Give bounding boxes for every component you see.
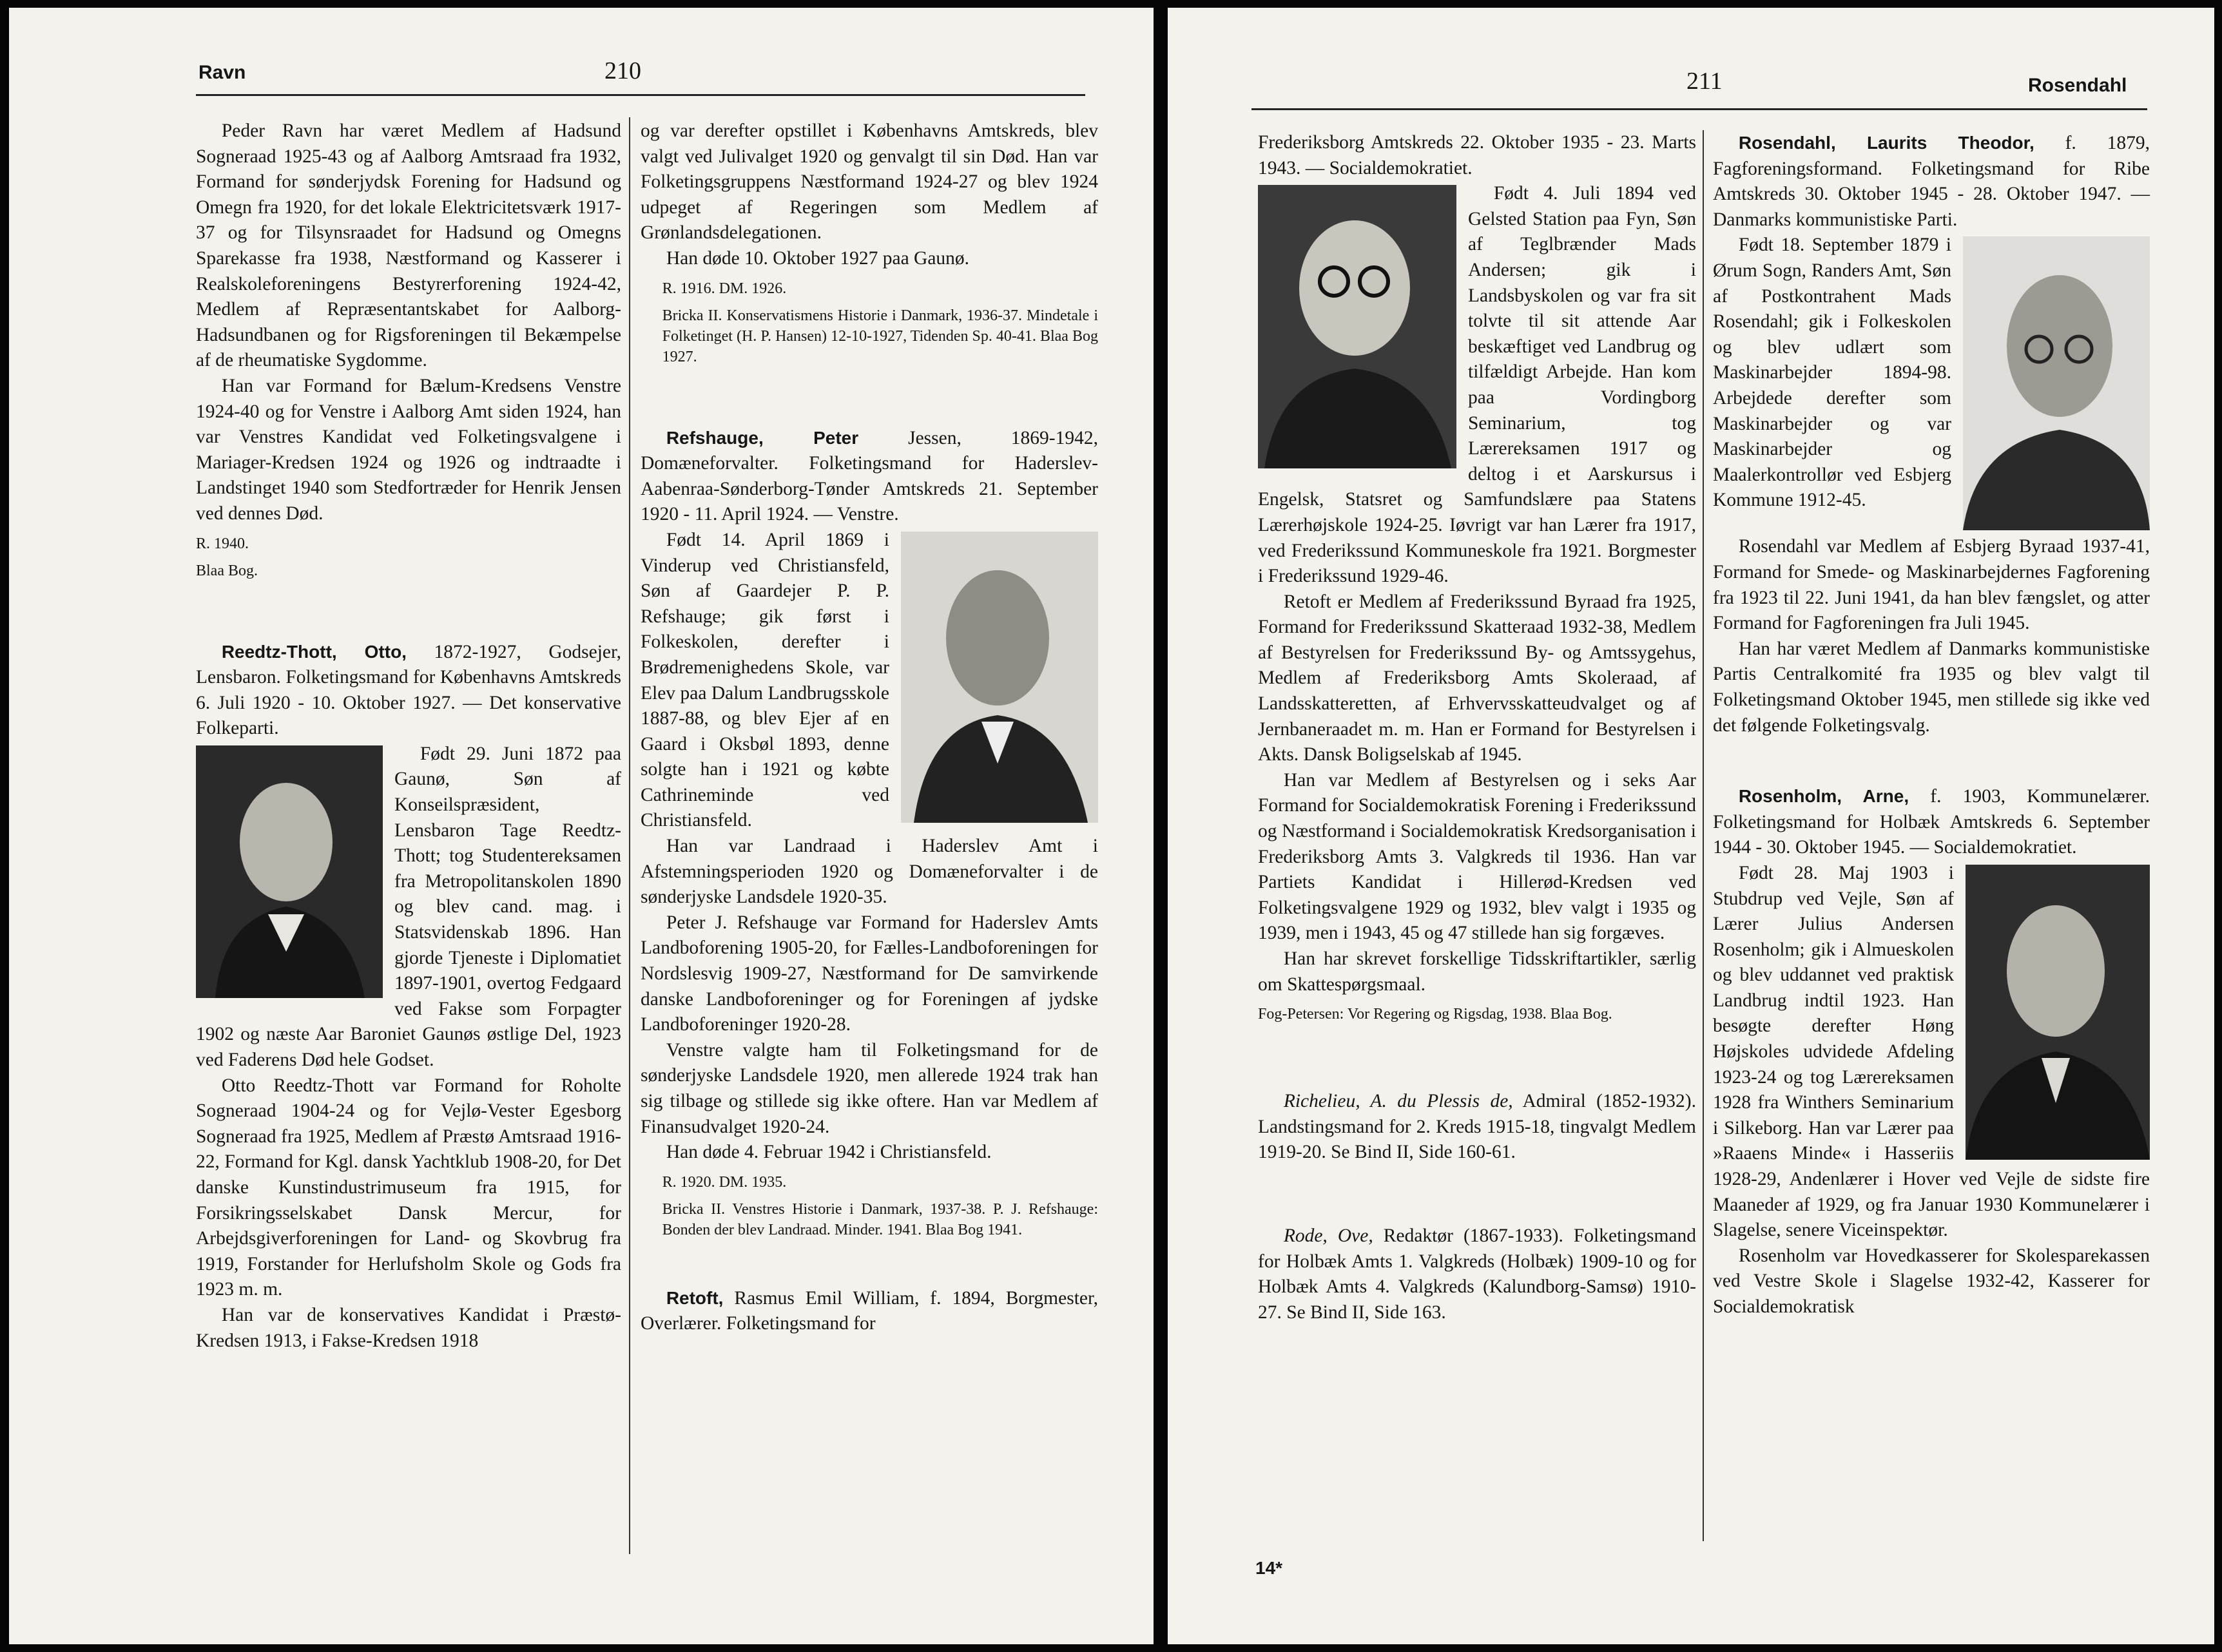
entry-spacer [1258,1031,1696,1089]
portrait-retoft [1258,185,1456,468]
reedtz-paragraph-3: Han var de konservatives Kandidat i Præstø-Kredsen 1913, i Fakse-Kredsen 1918 [196,1304,621,1351]
rosenholm-name: Rosenholm, Arne, [1738,786,1909,807]
rosendahl-paragraph-3: Han har været Medlem af Danmarks kommunistiske Partis Centralkomité fra 1935 og blev valgt til Folketingsmand Oktober 1945, men stillede sig ikke ved det følgende Folketingsvalg. [1713,638,2150,736]
reedtz-entry-heading [196,639,621,742]
retoft-entry-heading [641,1285,1098,1337]
portrait-reedtz-thott [196,745,383,998]
retoft-paragraph-3: Han var Medlem af Bestyrelsen og i seks Aar Formand for Socialdemokratisk Forening i Frederikssund og Næstformand i Socialdemokratisk Kredsorganisation i Frederiksborg Amts 3. Valgkreds til 1936. Han var Partiets Kandidat i Hillerød-Kredsen ved Folketingsvalgene 1929 og 1932, blev valgt i 1935 og 1939, men i 1943, 45 og 47 stillede han sig forgæves. [1258,769,1696,944]
header-rule-left [196,94,1085,96]
signature-mark: 14* [1255,1558,1283,1578]
header-rule-right [1251,108,2147,110]
page-number-right: 211 [1686,68,1723,95]
portrait-retoft-icon [1258,185,1456,468]
richelieu-text: Admiral (1852-1932). Landstingsmand for 2. Kreds 1915-18, tingvalgt Medlem 1919-20. Se Bind II, Side 160-61. [1258,1091,1697,1163]
reedtz-abbreviations: R. 1916. DM. 1926. [662,280,787,297]
rosendahl-paragraph-1 [1713,233,2150,514]
reedtz-references: Bricka II. Konservatismens Historie i Danmark, 1936-37. Mindetale i Folketinget (H. P. Hansen) 12-10-1927, Tidenden Sp. 40-41. Blaa Bog 1927. [662,307,1098,365]
refshauge-paragraph-3: Peter J. Refshauge var Formand for Haderslev Amts Landboforening 1905-20, for Fælles-Landboforeningen for Nordslesvig 1909-27, Næstformand for De samvirkende danske Landboforeninger og for Foreningen af jydske Landboforeninger 1920-28. [641,912,1098,1035]
portrait-rosendahl-icon [1963,236,2150,530]
refshauge-paragraph-5: Han døde 4. Februar 1942 i Christiansfeld. [666,1142,992,1163]
reedtz-paragraph-2: Otto Reedtz-Thott var Formand for Roholte Sogneraad 1904-24 og for Vejlø-Vester Egesborg Sogneraad fra 1925, Medlem af Præstø Amtsraad 1916-22, Formand for Kgl. dansk Yachtklub 1908-20, for Det danske Kunstindustrimuseum fra 1915, for Forsikringsselskabet Dansk Mercur, for Arbejdsgiverforeningen for Land- og Skovbrug fra 1919, Forstander for Herlufsholm Skole og Gods fra 1923 m. m. [196,1075,621,1300]
right-column-2 [1713,130,2150,1320]
left-column-2 [641,119,1098,1337]
entry-spacer [196,588,621,639]
reedtz-intro: 1872-1927, Godsejer, Lensbaron. Folketingsmand for Københavns Amtskreds 6. Juli 1920 - 10. Oktober 1927. — Det konservative Folkeparti. [196,641,621,739]
entry-spacer [1258,1166,1696,1224]
left-column-1 [196,119,621,1354]
portrait-refshauge [901,532,1098,823]
refshauge-paragraph-4: Venstre valgte ham til Folketingsmand for de sønderjyske Landsdele 1920, men allerede 1924 trak han sig tilbage og stillede sig ikke oftere. Han var Medlem af Finansudvalget 1920-24. [641,1039,1098,1137]
portrait-reedtz-icon [196,745,383,998]
running-head-left: Ravn [198,62,246,83]
reedtz-name: Reedtz-Thott, Otto, [221,641,407,662]
portrait-rosenholm-icon [1966,865,2150,1160]
rosenholm-paragraph-1-text: Født 28. Maj 1903 i Stubdrup ved Vejle, Søn af Lærer Julius Andersen Rosenholm; gik i Almueskolen og blev uddannet ved praktisk Landbrug indtil 1923. Han besøgte derefter Høng Højskoles udvidede Afdeling 1923-24 og tog Lærereksamen 1928 fra Winthers Seminarium i Silkeborg. Han var Lærer paa »Raaens Minde« i Hasseriis 1928-29, Andenlærer i Hover ved Vejle de sidste fire Maaneder af 1929, og fra Januar 1930 Kommunelærer i Slagelse, senere Viceinspektør. [1713,862,2150,1241]
rosenholm-paragraph-2: Rosenholm var Hovedkasserer for Skolesparekassen ved Vestre Skole i Slagelse 1932-42, Kasserer for Socialdemokratisk [1713,1245,2150,1317]
rosenholm-intro: f. 1903, Kommunelærer. Folketingsmand for Holbæk Amtskreds 6. September 1944 - 30. Oktober 1945. — Socialdemokratiet. [1713,786,2150,858]
refshauge-intro: Jessen, 1869-1942, Domæneforvalter. Folketingsmand for Haderslev-Aabenraa-Sønderborg-Tønder Amtskreds 21. September 1920 - 11. April 1924. — Venstre. [641,427,1098,525]
entry-spacer [1713,738,2150,783]
rosenholm-entry-heading [1713,783,2150,861]
refshauge-entry-heading [641,425,1098,528]
retoft-intro: Rasmus Emil William, f. 1894, Borgmester, Overlærer. Folketingsmand for [641,1287,1098,1334]
portrait-refshauge-icon [901,532,1098,823]
right-column-1 [1258,130,1696,1325]
rosenholm-paragraph-1 [1713,861,2150,1244]
retoft-paragraph-1 [1258,181,1696,590]
reedtz-paragraph-1 [196,742,621,1073]
refshauge-references: Bricka II. Venstres Historie i Danmark, 1937-38. P. J. Refshauge: Bonden der blev Landraad. Minder. 1941. Blaa Bog 1941. [662,1200,1098,1238]
column-divider-right [1703,130,1704,1541]
ravn-paragraph-2: Han var Formand for Bælum-Kredsens Venstre 1924-40 og for Venstre i Aalborg Amt siden 1924, han var Venstres Kandidat ved Folketingsvalgene i Mariager-Kredsen 1924 og 1926 og indtraadte i Landstinget 1940 som Stedfortræder for Henrik Jensen ved dennes Død. [196,375,621,524]
refshauge-paragraph-1-text: Født 14. April 1869 i Vinderup ved Christiansfeld, Søn af Gaardejer P. P. Refshauge; gik først i Folkeskolen, derefter i Brødremenighedens Skole, var Elev paa Dalum Landbrugsskole 1887-88, og blev Ejer af en Gaard i Oksbøl 1893, denne solgte han i 1921 og købte Cathrineminde ved Christiansfeld. [641,529,889,831]
refshauge-paragraph-2: Han var Landraad i Haderslev Amt i Afstemningsperioden 1920 og Domæneforvalter i de sønderjyske Landsdele 1920-35. [641,836,1098,908]
reedtz-continuation: og var derefter opstillet i Københavns Amtskreds, blev valgt ved Julivalget 1920 og genvalgt til sin Død. Han var Folketingsgruppens Næstformand 1924-27 og blev 1924 udpeget af Regeringen som Medlem af Grønlandsdelegationen. [641,120,1098,244]
rosendahl-paragraph-1-text: Født 18. September 1879 i Ørum Sogn, Randers Amt, Søn af Postkontrahent Mads Rosendahl; gik i Folkeskolen og blev udlært som Maskinarbejder 1894-98. Arbejdede derefter som Maskinarbejder og var Maskinarbejder og Maalerkontrollør ved Esbjerg Kommune 1912-45. [1713,235,1951,511]
ravn-paragraph-1: Peder Ravn har været Medlem af Hadsund Sogneraad 1925-43 og af Aalborg Amtsraad fra 1932, Formand for sønderjydsk Forening for Hadsund og Omegn fra 1920, for det lokale Elektricitetsværk 1917-37 og for Tilsynsraadet for Hadsund og Omegns Sparekasse fra 1938, Næstformand og Kasserer i Realskoleforeningens Bestyrerforening 1924-42, Medlem af Repræsentantskabet for Aalborg-Hadsundbanen og for Rigsforeningen til Bekæmpelse af de rheumatiske Sygdomme. [196,120,621,371]
rosendahl-name: Rosendahl, Laurits Theodor, [1738,133,2034,153]
portrait-rosenholm [1966,865,2150,1160]
rosendahl-paragraph-2: Rosendahl var Medlem af Esbjerg Byraad 1937-41, Formand for Smede- og Maskinarbejdernes Fagforening fra 1923 til 22. Juni 1941, da han blev fængslet, og atter Formand for Fagforeningen fra Juli 1945. [1713,536,2150,634]
retoft-references: Fog-Petersen: Vor Regering og Rigsdag, 1938. Blaa Bog. [1258,1006,1612,1023]
entry-spacer [641,1247,1098,1285]
portrait-rosendahl [1963,236,2150,530]
reedtz-paragraph-1-text: Født 29. Juni 1872 paa Gaunø, Søn af Konseilspræsident, Lensbaron Tage Reedtz-Thott; tog Studentereksamen fra Metropolitanskolen 1890 og blev cand. mag. i Statsvidenskab 1896. Han gjorde Tjeneste i Diplomatiet 1897-1901, overtog Fedgaard ved Fakse som Forpagter 1902 og næste Aar Baroniet Gaunøs østlige Del, 1923 ved Faderens Død hele Godset. [196,743,621,1070]
ravn-references: Blaa Bog. [196,562,258,579]
reedtz-death: Han døde 10. Oktober 1927 paa Gaunø. [666,247,970,269]
retoft-paragraph-4: Han har skrevet forskellige Tidsskriftartikler, særlig om Skattespørgsmaal. [1258,948,1696,995]
rosendahl-intro: f. 1879, Fagforeningsformand. Folketingsmand for Ribe Amtskreds 30. Oktober 1945 - 28. Oktober 1947. — Danmarks kommunistiske Parti. [1713,133,2150,230]
column-divider-left [629,117,630,1554]
left-page [9,8,1154,1644]
refshauge-paragraph-1 [641,528,1098,834]
ravn-abbreviations: R. 1940. [196,535,249,552]
rode-entry [1258,1224,1696,1325]
page-number-left: 210 [604,57,641,84]
retoft-paragraph-2: Retoft er Medlem af Frederikssund Byraad fra 1925, Formand for Frederikssund Skatteraad 1932-38, Medlem af Bestyrelsen for Frederikssund By- og Amtssygehus, Medlem af Frederiksborg Amts Skoleraad, af Landsskatteretten, af Erhvervsskatteudvalget og af Jernbaneraadet m. m. Han er Formand for Bestyrelsen i Akts. Dansk Boligselskab af 1945. [1258,591,1696,765]
rode-text: Redaktør (1867-1933). Folketingsmand for Holbæk Amts 1. Valgkreds (Holbæk) 1909-10 og for Holbæk Amts 4. Valgkreds (Kalundborg-Samsø) 1910-27. Se Bind II, Side 163. [1258,1225,1696,1323]
retoft-paragraph-1-text: Født 4. Juli 1894 ved Gelsted Station paa Fyn, Søn af Teglbrænder Mads Andersen; gik i Landsbyskolen og var fra sit tolvte til sit attende Aar beskæftiget ved Landbrug og tilfældigt Arbejde. Han kom paa Vordingborg Seminarium, tog Lærereksamen 1917 og deltog i et Aarskursus i Engelsk, Statsret og Samfundslære paa Statens Lærerhøjskole 1924-25. Iøvrigt var han Lærer fra 1917, ved Frederikssund Kommuneskole fra 1921. Borgmester i Frederikssund 1929-46. [1258,183,1696,587]
retoft-continuation: Frederiksborg Amtskreds 22. Oktober 1935 - 23. Marts 1943. — Socialdemokratiet. [1258,132,1696,178]
rosendahl-entry-heading [1713,130,2150,233]
richelieu-name: Richelieu, A. du Plessis de, [1283,1091,1513,1112]
entry-spacer [641,374,1098,425]
retoft-name: Retoft, [666,1287,724,1308]
running-head-right: Rosendahl [2028,75,2127,96]
rode-name: Rode, Ove, [1283,1225,1373,1246]
refshauge-name: Refshauge, Peter [666,427,859,448]
right-page [1168,8,2214,1644]
refshauge-abbreviations: R. 1920. DM. 1935. [662,1173,787,1191]
richelieu-entry [1258,1089,1696,1166]
